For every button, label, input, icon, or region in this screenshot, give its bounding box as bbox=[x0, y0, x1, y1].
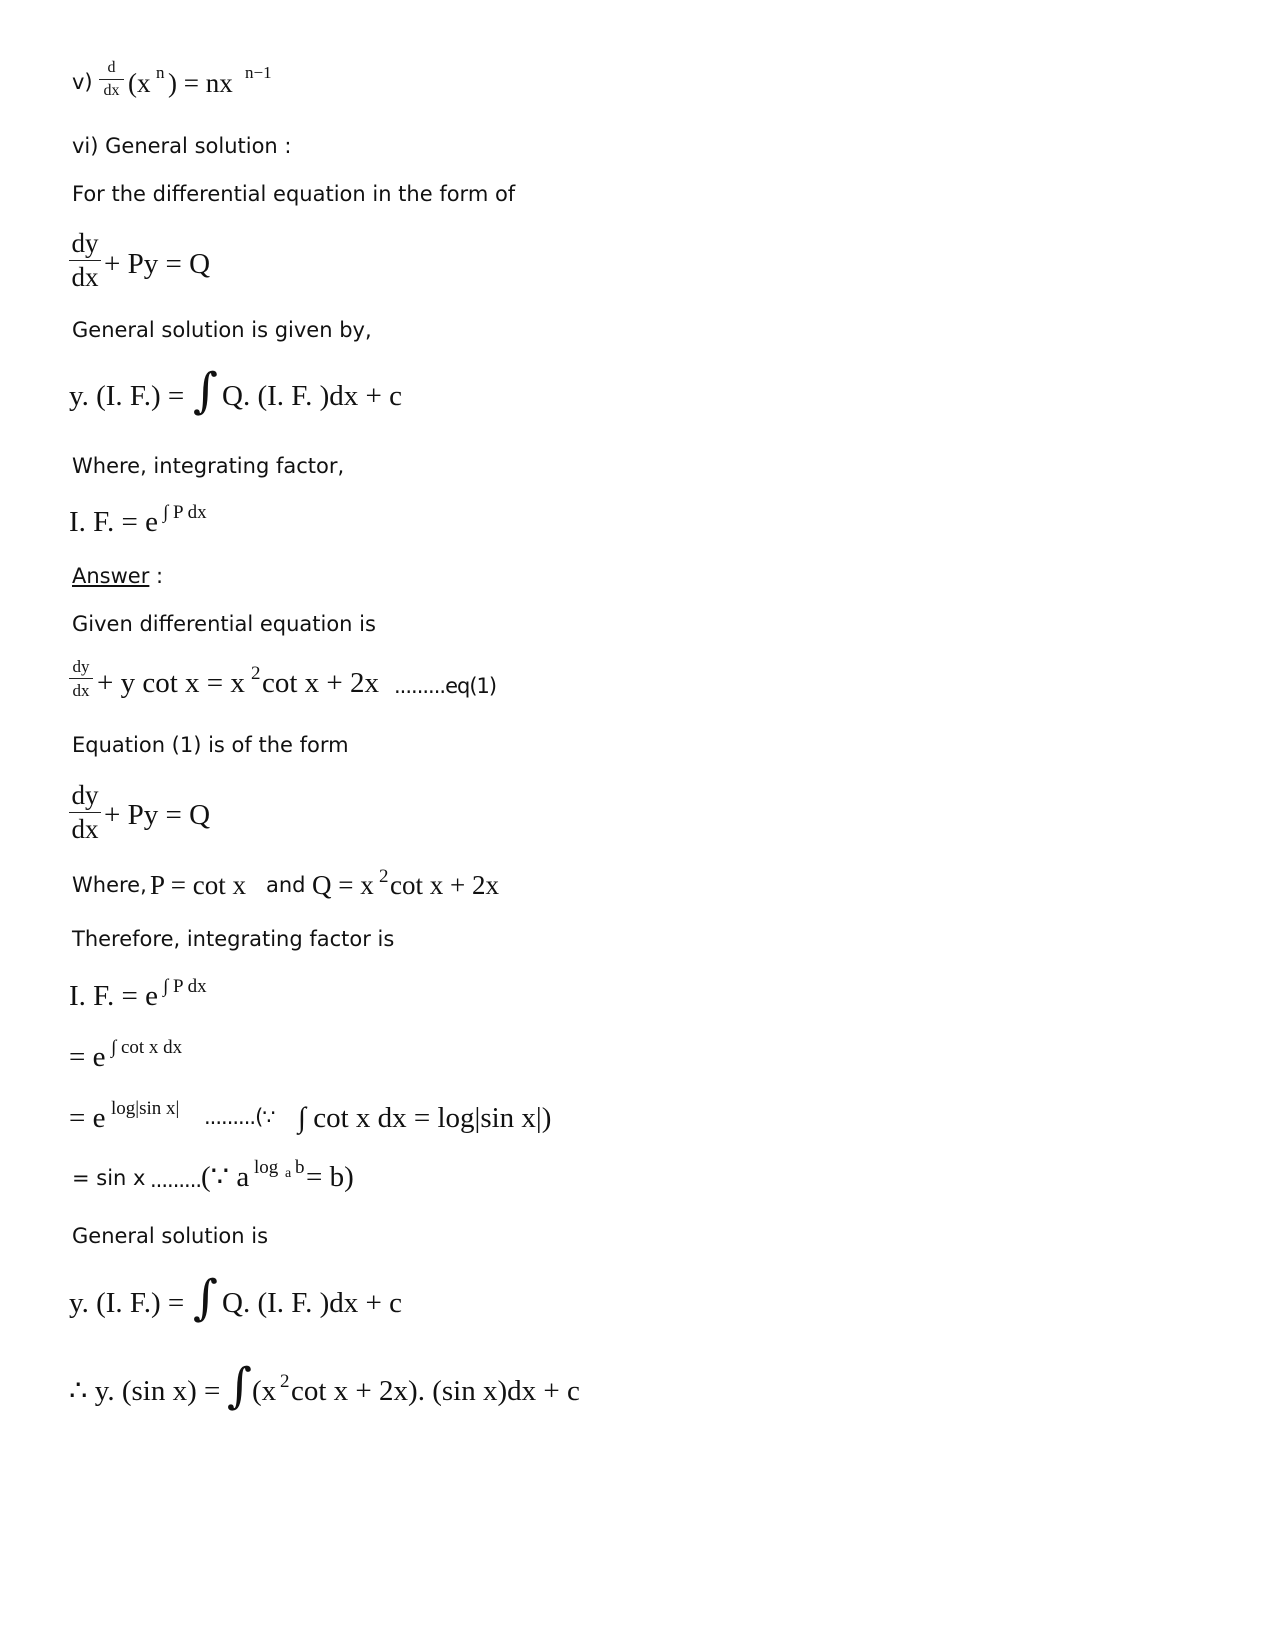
integral-sign: ∫ bbox=[193, 363, 219, 419]
if-step2-left: = e bbox=[69, 1102, 106, 1134]
if-step1-exponent: ∫ cot x dx bbox=[111, 1037, 183, 1058]
if-exponent: ∫ P dx bbox=[163, 976, 207, 997]
text-eq1-form: Equation (1) is of the form bbox=[72, 733, 349, 757]
dy-dx-fraction bbox=[69, 230, 101, 291]
final-right-b: cot x + 2x). (sin x)dx + c bbox=[291, 1375, 580, 1407]
final-right-exp: 2 bbox=[280, 1371, 290, 1392]
answer-colon: : bbox=[149, 564, 164, 588]
fraction-numerator: dy bbox=[71, 228, 99, 258]
if-step1-left: = e bbox=[69, 1041, 106, 1073]
power-rule-exponent: n−1 bbox=[245, 63, 272, 82]
because-dots: .........(∵ bbox=[204, 1105, 275, 1129]
where-label: Where, bbox=[72, 873, 147, 897]
power-rule-expr-a: (x bbox=[128, 68, 151, 98]
fraction-denominator: dx bbox=[72, 681, 90, 700]
fraction-denominator: dx bbox=[103, 82, 120, 99]
fraction-numerator: dy bbox=[71, 780, 99, 810]
fraction-denominator: dx bbox=[71, 262, 99, 292]
item-v-label: v) bbox=[72, 70, 93, 94]
linear-de-form: + Py = Q bbox=[104, 248, 211, 280]
linear-de-form-2: + Py = Q bbox=[104, 799, 211, 831]
text-given-de: Given differential equation is bbox=[72, 612, 376, 636]
answer-label: Answer bbox=[72, 564, 150, 588]
if-formula-left: I. F. = e bbox=[69, 506, 158, 538]
text-general-solution-is: General solution is bbox=[72, 1224, 269, 1248]
and-label: and bbox=[266, 873, 306, 897]
because-dots-2: ......... bbox=[150, 1168, 202, 1192]
if-formula-exponent: ∫ P dx bbox=[163, 502, 207, 523]
fraction-denominator: dx bbox=[71, 814, 99, 844]
dy-dx-fraction-2 bbox=[69, 782, 101, 843]
eq1-label: .........eq(1) bbox=[394, 674, 497, 698]
answer-heading bbox=[72, 566, 163, 587]
fraction-numerator: dy bbox=[72, 657, 90, 676]
q-definition-b: cot x + 2x bbox=[390, 870, 499, 900]
if-left: I. F. = e bbox=[69, 980, 158, 1012]
fraction-numerator: d bbox=[107, 59, 116, 76]
gs-left: y. (I. F.) = bbox=[69, 380, 185, 412]
gs-right-2: Q. (I. F. )dx + c bbox=[222, 1287, 402, 1319]
given-de-a: + y cot x = x bbox=[97, 667, 245, 699]
fraction-bar bbox=[69, 260, 101, 261]
log-identity-sup: log bbox=[254, 1157, 279, 1178]
power-rule-expr-b: ) = nx bbox=[168, 68, 233, 98]
if-step2-exponent: log|sin x| bbox=[111, 1098, 180, 1119]
log-identity-a: (∵ a bbox=[201, 1161, 250, 1193]
log-identity-sup2: b bbox=[295, 1157, 305, 1178]
text-integrating-factor: Where, integrating factor, bbox=[72, 454, 345, 478]
gs-left-2: y. (I. F.) = bbox=[69, 1287, 185, 1319]
fraction-bar bbox=[99, 79, 124, 80]
q-definition-exp: 2 bbox=[379, 866, 389, 887]
integral-sign: ∫ bbox=[193, 1270, 219, 1326]
text-therefore-if: Therefore, integrating factor is bbox=[72, 927, 395, 951]
final-right-a: (x bbox=[252, 1375, 277, 1407]
p-definition: P = cot x bbox=[150, 870, 246, 900]
text-general-solution-given: General solution is given by, bbox=[72, 318, 372, 342]
if-result: = sin x bbox=[72, 1166, 146, 1190]
heading-general-solution: vi) General solution : bbox=[72, 134, 292, 158]
power-rule-exp-n: n bbox=[156, 63, 165, 82]
log-identity-sub: a bbox=[285, 1166, 292, 1181]
text-de-form: For the differential equation in the form of bbox=[72, 182, 516, 206]
q-definition-a: Q = x bbox=[312, 870, 374, 900]
given-de-exp: 2 bbox=[251, 663, 261, 684]
given-de-b: cot x + 2x bbox=[262, 667, 380, 699]
fraction-bar bbox=[69, 678, 93, 679]
log-identity-end: = b) bbox=[306, 1161, 354, 1193]
derivative-fraction bbox=[99, 60, 124, 99]
dy-dx-fraction-small bbox=[69, 658, 93, 699]
gs-right: Q. (I. F. )dx + c bbox=[222, 380, 402, 412]
integral-sign: ∫ bbox=[227, 1358, 253, 1414]
integral-cot-identity: ∫ cot x dx = log|sin x|) bbox=[298, 1102, 552, 1134]
final-left: ∴ y. (sin x) = bbox=[69, 1375, 221, 1407]
fraction-bar bbox=[69, 812, 101, 813]
